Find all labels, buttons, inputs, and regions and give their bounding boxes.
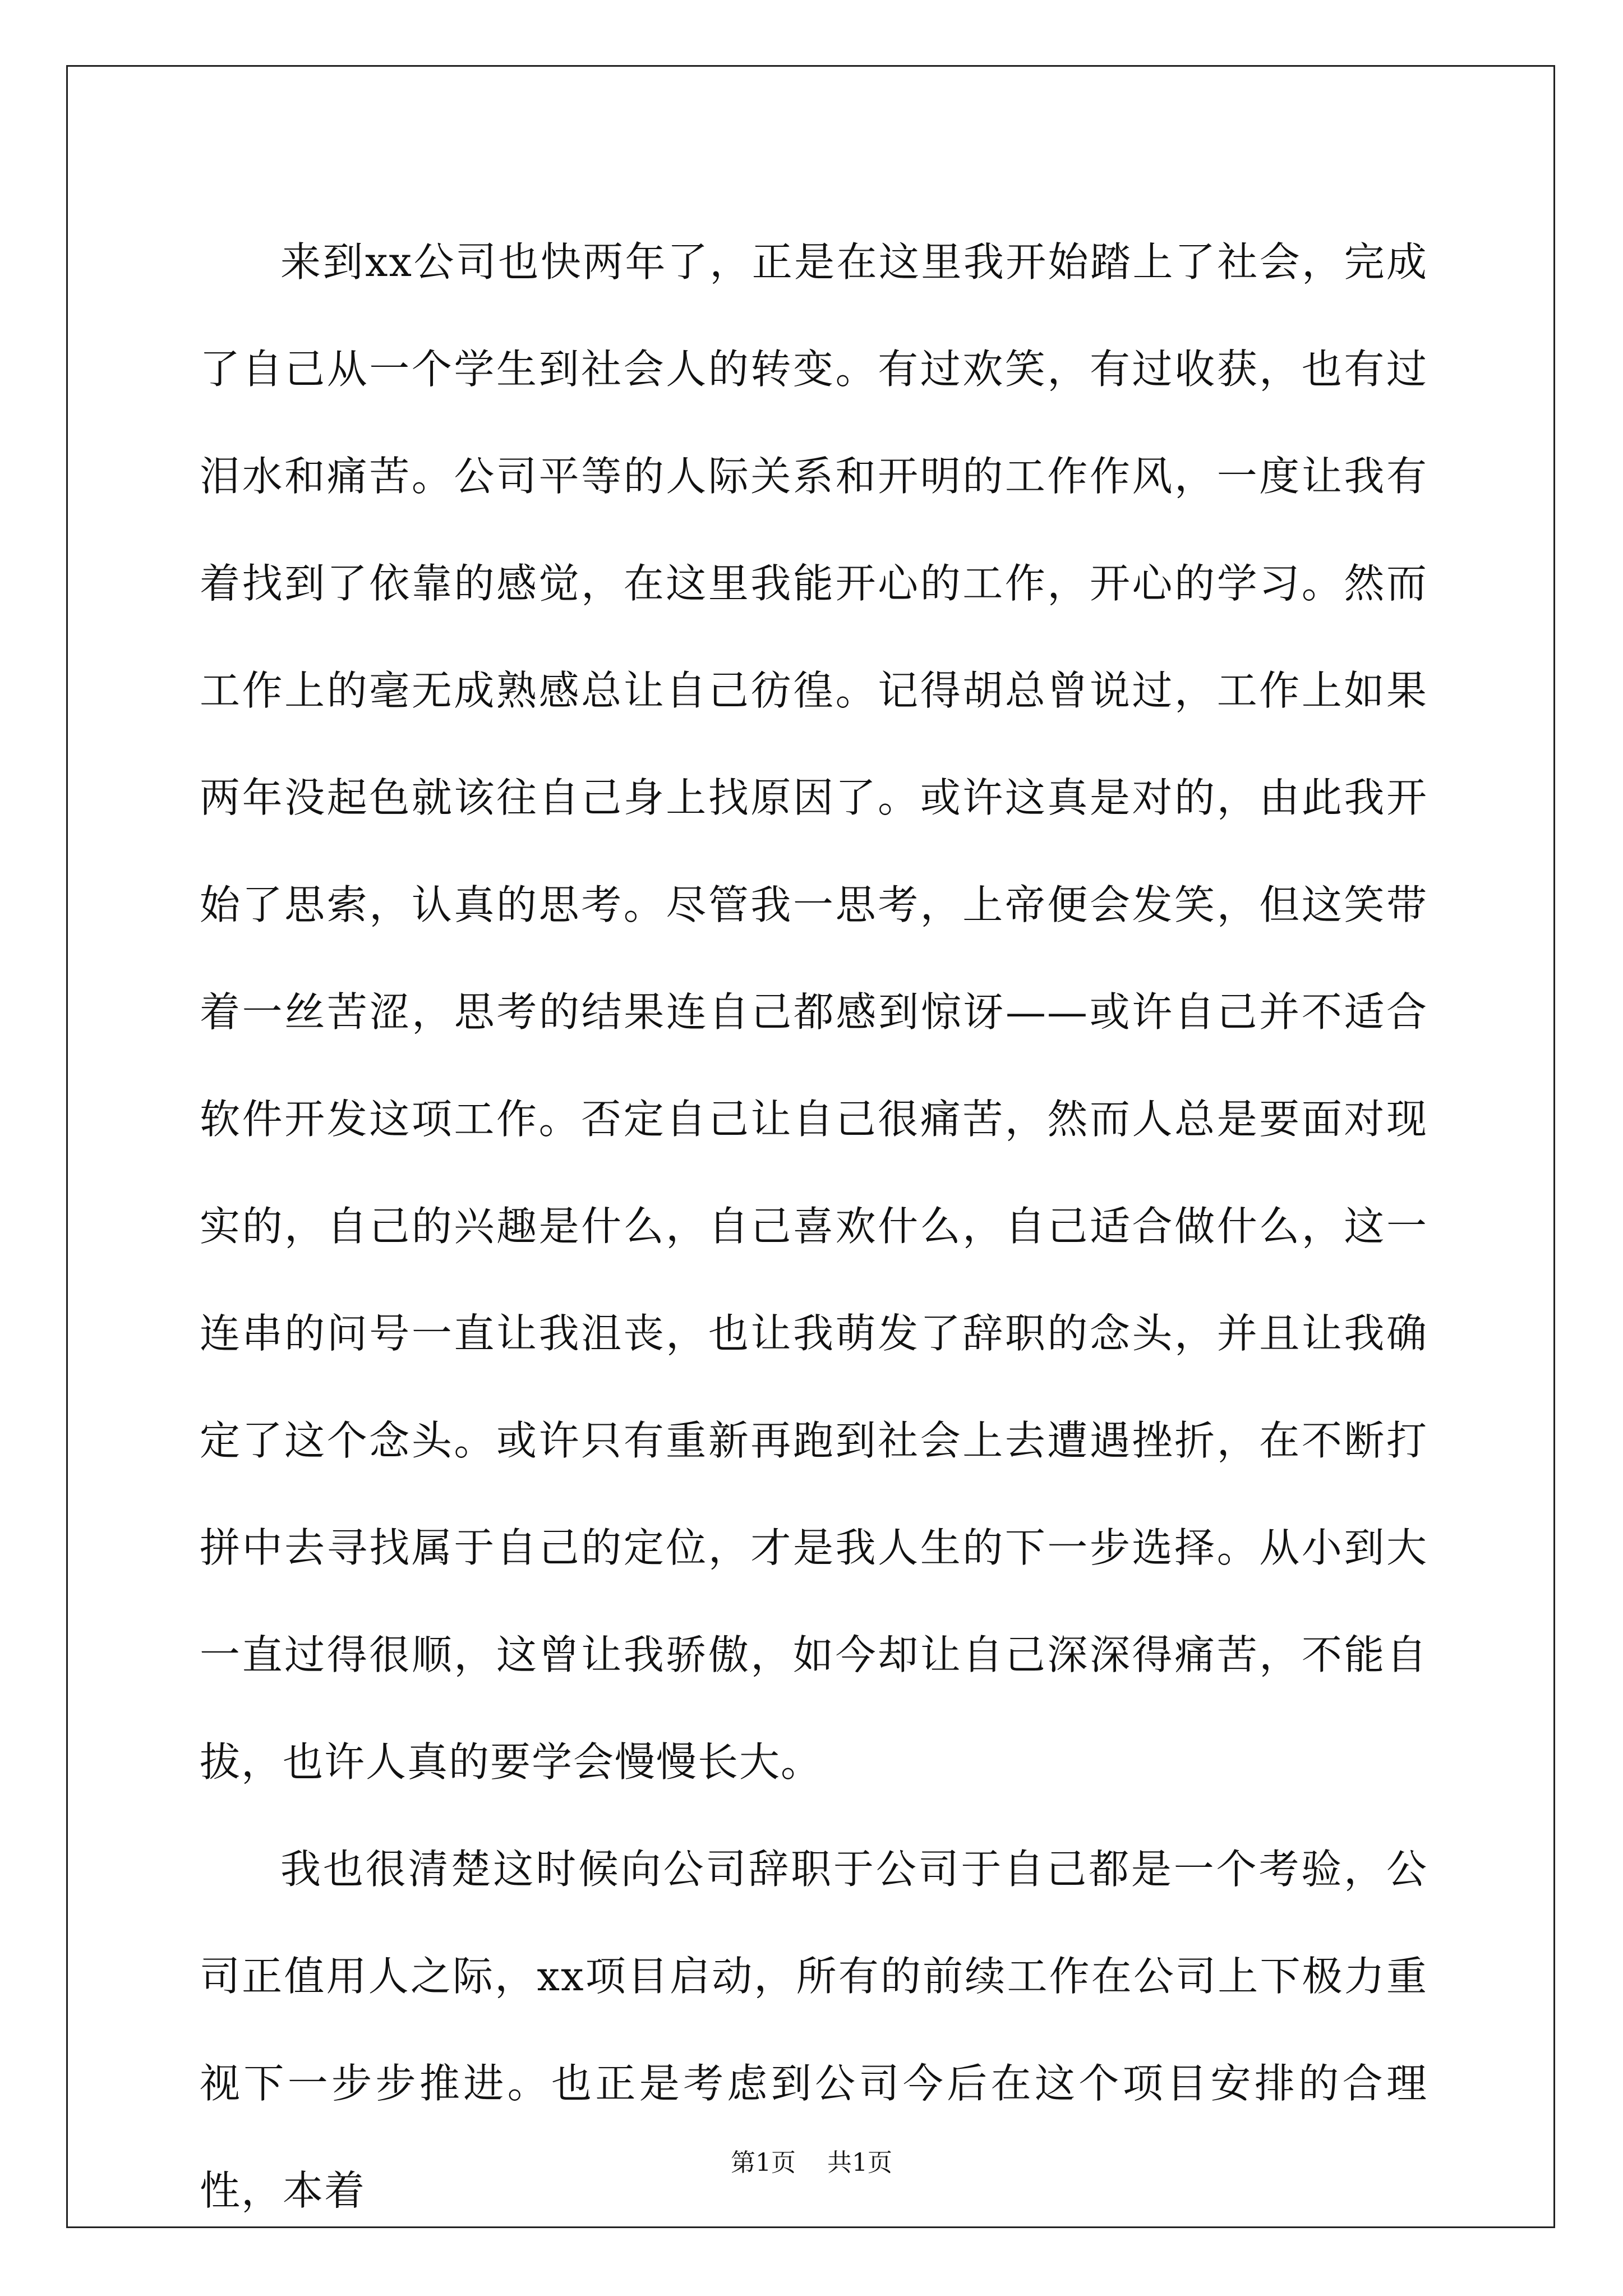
- paragraph-1: 来到xx公司也快两年了，正是在这里我开始踏上了社会，完成了自己从一个学生到社会人的转变。有过欢笑，有过收获，也有过泪水和痛苦。公司平等的人际关系和开明的工作作风，一度让我有着找到了依靠的感觉，在这里我能开心的工作，开心的学习。然而工作上的毫无成熟感总让自己彷徨。记得胡总曾说过，工作上如果两年没起色就该往自己身上找原因了。或许这真是对的，由此我开始了思索，认真的思考。尽管我一思考，上帝便会发笑，但这笑带着一丝苦涩，思考的结果连自己都感到惊讶——或许自己并不适合软件开发这项工作。否定自己让自己很痛苦，然而人总是要面对现实的，自己的兴趣是什么，自己喜欢什么，自己适合做什么，这一连串的问号一直让我沮丧，也让我萌发了辞职的念头，并且让我确定了这个念头。或许只有重新再跑到社会上去遭遇挫折，在不断打拼中去寻找属于自己的定位，才是我人生的下一步选择。从小到大一直过得很顺，这曾让我骄傲，如今却让自己深深得痛苦，不能自拔，也许人真的要学会慢慢长大。: [200, 238, 1428, 1786]
- document-body: [200, 209, 1428, 2244]
- page-total: 共1页: [827, 2148, 892, 2177]
- paragraph-2: 我也很清楚这时候向公司辞职于公司于自己都是一个考验，公司正值用人之际，xx项目启动，所有的前续工作在公司上下极力重视下一步步推进。也正是考虑到公司今后在这个项目安排的合理性，本着: [200, 1846, 1428, 2214]
- page-footer: [0, 2146, 1623, 2180]
- page-number: 第1页: [731, 2148, 796, 2177]
